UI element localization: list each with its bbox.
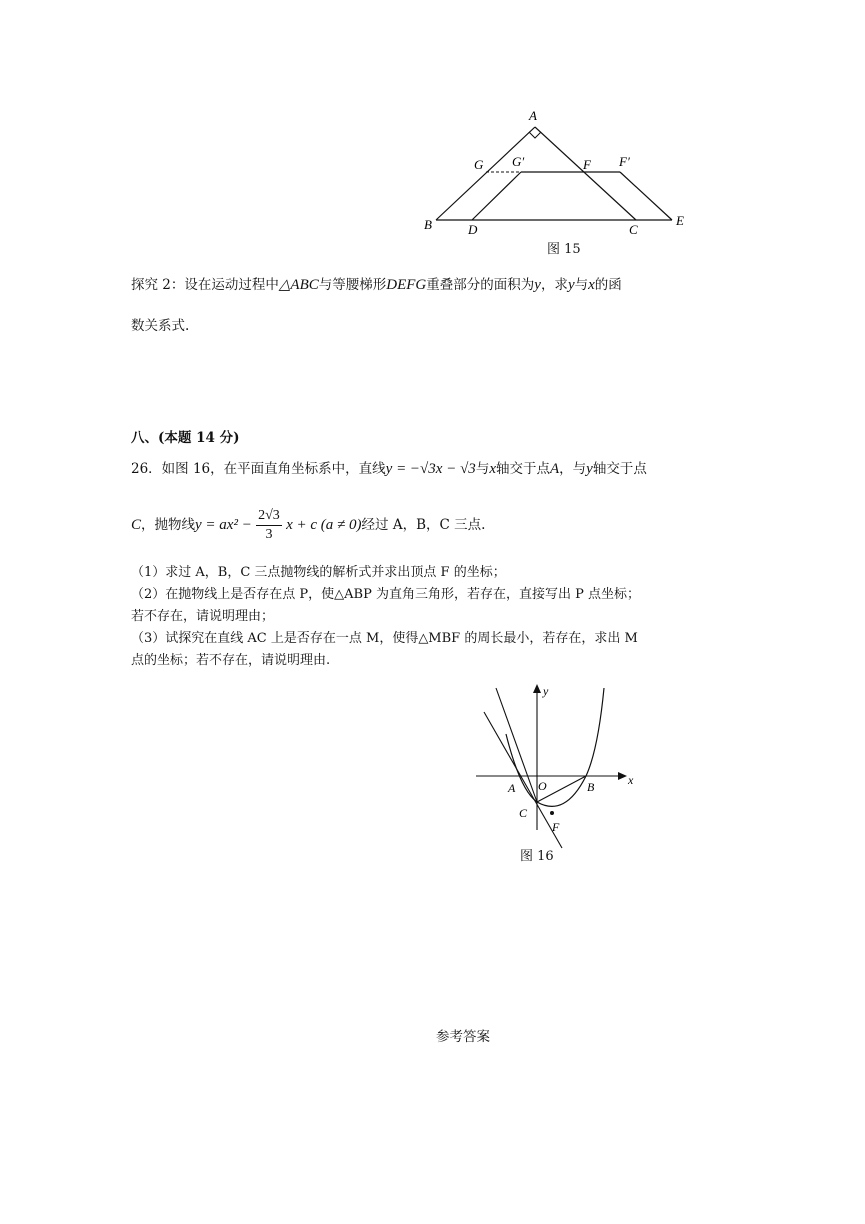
figure-15 bbox=[420, 105, 700, 240]
reference-answers-heading: 参考答案 bbox=[436, 1029, 490, 1045]
p26-parab-lhs: y = ax² − bbox=[195, 517, 252, 533]
problem-26-line-1 bbox=[131, 459, 647, 479]
figure-15-caption: 图 15 bbox=[547, 242, 581, 257]
p26-intro-mid3: ，与 bbox=[559, 461, 587, 477]
p26-question-3a: （3）试探究在直线 AC 上是否存在一点 M，使得△MBF 的周长最小，若存在，求出 M bbox=[131, 631, 638, 646]
p26-point-A: A bbox=[549, 461, 560, 477]
explore-2-text-d: ，求 bbox=[540, 277, 568, 293]
label-F-prime: F′ bbox=[619, 154, 630, 169]
label-G-prime: G′ bbox=[512, 154, 525, 169]
explore-2-text-c: 重叠部分的面积为 bbox=[426, 277, 535, 293]
figure-16-svg bbox=[470, 680, 645, 850]
figure-16-caption: 图 16 bbox=[520, 849, 554, 864]
section-8-title: 八、(本题 14 分) bbox=[131, 430, 240, 446]
var-y-2: y bbox=[567, 277, 575, 293]
p26-parab-suffix: 经过 A，B，C 三点. bbox=[361, 517, 486, 533]
label-F: F bbox=[583, 157, 591, 172]
figure-16 bbox=[470, 680, 645, 850]
p26-question-1: （1）求过 A，B，C 三点抛物线的解析式并求出顶点 F 的坐标； bbox=[131, 565, 506, 580]
label-A: A bbox=[529, 108, 537, 123]
problem-26-line-2 bbox=[131, 505, 485, 545]
p26-intro-mid: 与 bbox=[475, 461, 490, 477]
triangle-abc: △ABC bbox=[278, 277, 319, 293]
trapezoid-defg: DEFG bbox=[386, 277, 427, 293]
label-E: E bbox=[676, 213, 684, 228]
explore-2-line-1 bbox=[131, 275, 622, 295]
explore-2-text-f: 的函 bbox=[594, 277, 622, 293]
p26-line-equation: y = −√3x − √3 bbox=[385, 461, 476, 477]
explore-2-line-2: 数关系式. bbox=[131, 318, 190, 334]
fig16-label-F: F bbox=[552, 820, 560, 834]
p26-point-C: C bbox=[131, 517, 142, 533]
p26-intro-mid2: 轴交于点 bbox=[495, 461, 550, 477]
fig16-label-C: C bbox=[519, 806, 528, 820]
explore-2-text-b: 与等腰梯形 bbox=[318, 277, 387, 293]
p26-intro-suffix: 轴交于点 bbox=[592, 461, 647, 477]
p26-frac-numerator: 2√3 bbox=[256, 507, 282, 526]
p26-parab-rhs: x + c (a ≠ 0) bbox=[286, 517, 362, 533]
figure-15-svg bbox=[420, 105, 700, 240]
fig16-label-O: O bbox=[538, 779, 547, 793]
var-y: y bbox=[534, 277, 541, 293]
p26-intro: 26．如图 16，在平面直角坐标系中，直线 bbox=[131, 461, 386, 477]
p26-question-3b: 点的坐标；若不存在，请说明理由. bbox=[131, 653, 331, 668]
label-B: B bbox=[424, 217, 432, 232]
p26-var-y: y bbox=[586, 461, 593, 477]
p26-question-2b: 若不存在，请说明理由； bbox=[131, 609, 275, 624]
explore-2-text-e: 与 bbox=[574, 277, 589, 293]
label-C: C bbox=[629, 222, 638, 237]
label-G: G bbox=[474, 157, 484, 172]
p26-var-x: x bbox=[489, 461, 496, 477]
p26-parab-prefix: ，抛物线 bbox=[141, 517, 196, 533]
fig16-label-A: A bbox=[508, 781, 516, 795]
fig16-label-x: x bbox=[628, 773, 634, 787]
p26-fraction bbox=[256, 507, 282, 544]
p26-frac-denominator: 3 bbox=[265, 527, 273, 542]
p26-question-2a: （2）在抛物线上是否存在点 P，使△ABP 为直角三角形，若存在，直接写出 P 点坐标； bbox=[131, 587, 640, 602]
label-D: D bbox=[468, 222, 478, 237]
explore-2-text-a: 探究 2：设在运动过程中 bbox=[131, 277, 279, 293]
var-x: x bbox=[588, 277, 595, 293]
fig16-label-y: y bbox=[543, 684, 549, 698]
fig16-label-B: B bbox=[587, 780, 595, 794]
